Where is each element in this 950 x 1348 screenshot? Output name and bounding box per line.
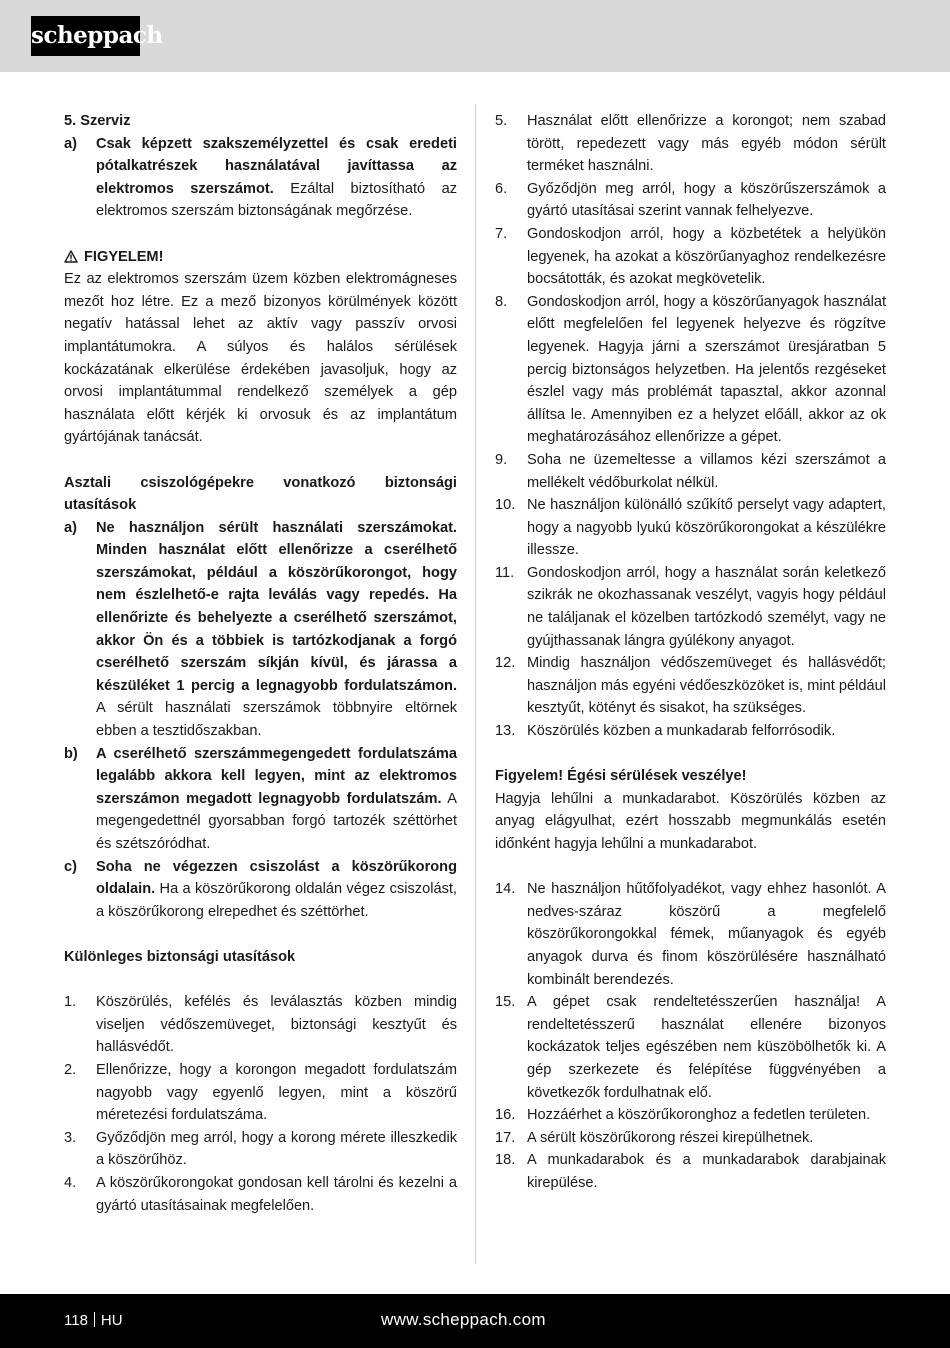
item-text: Hozzáérhet a köszörűkoronghoz a fedetlen területen. xyxy=(527,1107,871,1124)
list-item xyxy=(64,517,457,743)
list-item xyxy=(64,133,457,223)
item-number: b) xyxy=(64,745,78,762)
item-number: 9. xyxy=(495,451,508,468)
item-bold-text: Ne használjon sérült használati szerszámokat. Minden használat előtt ellenőrizze a cserélhető szerszámokat, például a köszörűkorongot, hogy nem észlelhető-e rajta leválás vagy repedés. Ha ellenőrizte és behelyezte a cserélhető szerszámot, akkor Ön és a többiek is tartózkodjanak a forgó cserélhető szerszám síkján kívül, és járassa a készüléket 1 percig a legnagyobb fordulatszámon. xyxy=(96,519,457,694)
item-text: A munkadarabok és a munkadarabok darabjainak kirepülése. xyxy=(527,1152,886,1191)
item-text: Gondoskodjon arról, hogy a közbetétek a helyükön legyenek, ha azokat a köszörűanyaghoz rendelkezésre bocsátották, és azokat megkövetelik. xyxy=(527,225,886,288)
list-item xyxy=(495,1127,886,1150)
item-text: Gondoskodjon arról, hogy a használat során keletkező szikrák ne okozhassanak veszélyt, vagyis hogy például ne találjanak el közelben tartózkodó személyt, vagy ne gyújthassanak lángra gyúlékony anyagot. xyxy=(527,564,886,649)
list-item xyxy=(495,110,886,178)
list-item xyxy=(64,991,457,1059)
item-bold-text: Csak képzett szakszemélyzettel és csak eredeti pótalkatrészek használatával javíttassa az elektromos szerszámot. xyxy=(96,135,457,197)
website-url: www.scheppach.com xyxy=(381,1310,546,1329)
item-text: Mindig használjon védőszemüveget és hallásvédőt; használjon más egyéni védőeszközöket is, mint például kesztyűt, kötényt és sisakot, ha szükséges. xyxy=(527,655,886,717)
item-number: 14. xyxy=(495,881,516,898)
header-bar xyxy=(0,0,950,72)
warning-title: FIGYELEM! xyxy=(84,248,164,265)
item-number: a) xyxy=(64,519,77,536)
page-number: 118 xyxy=(64,1312,88,1329)
item-number: 6. xyxy=(495,180,508,197)
list-item xyxy=(495,878,886,991)
item-text: A gépet csak rendeltetésszerűen használja! A rendeltetésszerű használat ellenére bizonyos kockázatok teljes egészében nem küszöbölhetők ki. A gép szerkezete és felépítése függvényében a következők fordulhatnak elő. xyxy=(527,994,886,1101)
item-number: 1. xyxy=(64,994,77,1011)
item-number: 2. xyxy=(64,1061,77,1078)
item-number: 18. xyxy=(495,1152,516,1169)
list-item xyxy=(495,223,886,291)
warning-heading xyxy=(64,246,457,269)
right-column xyxy=(495,110,886,1195)
burn-warning-title: Figyelem! Égési sérülések veszélye! xyxy=(495,768,747,785)
item-normal-text: A megengedettnél gyorsabban forgó tartozék széttörhet és szétszóródhat. xyxy=(96,790,457,852)
list-item xyxy=(495,494,886,562)
section-title-service: 5. Szerviz xyxy=(64,113,131,129)
list-item xyxy=(64,1059,457,1127)
item-text xyxy=(96,517,457,743)
item-number: 8. xyxy=(495,293,508,310)
item-text: Győződjön meg arról, hogy a korong mérete illeszkedik a köszörűhöz. xyxy=(96,1129,457,1169)
item-text: Ellenőrizze, hogy a korongon megadott fordulatszám nagyobb vagy egyenlő legyen, mint a köszörű méretezési fordulatszáma. xyxy=(96,1061,457,1124)
item-number: 15. xyxy=(495,994,516,1011)
item-number: 17. xyxy=(495,1129,516,1146)
language-code: HU xyxy=(100,1312,123,1329)
item-number: a) xyxy=(64,135,77,152)
item-normal-text: Ha a köszörűkorong oldalán végez csiszolást, a köszörűkorong elrepedhet és széttörhet. xyxy=(96,881,457,920)
item-text: Köszörülés közben a munkadarab felforrósodik. xyxy=(527,723,836,740)
page-indicator xyxy=(64,1310,123,1332)
item-text: Használat előtt ellenőrizze a korongot; nem szabad törött, repedezett vagy más egyéb módon sérült terméket használni. xyxy=(527,113,886,175)
list-item xyxy=(495,720,886,743)
section-title-special-safety: Különleges biztonsági utasítások xyxy=(64,948,296,965)
list-item xyxy=(64,856,457,924)
item-text xyxy=(96,133,457,223)
burn-warning-text: Hagyja lehűlni a munkadarabot. Köszörülés közben az anyag elágyulhat, ezért hosszabb megmunkálás esetén időnként hagyja lehűlni a munkadarabot. xyxy=(495,790,886,852)
item-text: Győződjön meg arról, hogy a köszörűszerszámok a gyártó utasításai szerint vannak felhelyezve. xyxy=(527,180,886,220)
item-bold-text: Soha ne végezzen csiszolást a köszörűkorong oldalain. xyxy=(96,858,457,898)
item-number: 3. xyxy=(64,1129,77,1146)
brand-logo: scheppach xyxy=(31,16,140,56)
item-number: 5. xyxy=(495,113,508,129)
column-divider xyxy=(475,104,476,1264)
list-item xyxy=(64,1127,457,1172)
item-text: Gondoskodjon arról, hogy a köszörűanyagok használat előtt megfelelően fel legyenek helyezve és rögzítve legyenek. Hagyja járni a szerszámot üresjáratban 5 percig biztonságos helyzetben. Ha jelentős rezgéseket észlel vagy más problémát tapasztal, akkor azonnal állítsa le. Amennyiben ez a helyzet előáll, akkor az ok meghatározásához ellenőrizze a gépet. xyxy=(527,293,886,446)
item-number: c) xyxy=(64,858,77,875)
list-item xyxy=(495,1104,886,1127)
footer-bar xyxy=(0,1294,950,1348)
warning-text: Ez az elektromos szerszám üzem közben elektromágneses mezőt hoz létre. Ez a mező bizonyos körülmények között negatív hatással lehet az aktív vagy passzív orvosi implantátumokra. A súlyos és halálos sérülések kockázatának elkerülése érdekében javasoljuk, hogy az orvosi implantátummal rendelkező személyek a gép használata előtt kérjék ki orvosuk és az implantátum gyártójának tanácsát. xyxy=(64,271,457,446)
item-text: A sérült köszörűkorong részei kirepülhetnek. xyxy=(527,1129,814,1146)
item-number: 7. xyxy=(495,225,508,242)
item-text xyxy=(96,856,457,924)
section-title-bench-grinder: Asztali csiszológépekre vonatkozó biztonsági utasítások xyxy=(64,474,457,514)
list-item xyxy=(495,449,886,494)
list-item xyxy=(495,562,886,652)
list-item xyxy=(64,743,457,856)
list-item xyxy=(495,291,886,449)
item-number: 4. xyxy=(64,1174,77,1191)
list-item xyxy=(495,1149,886,1194)
item-text: Köszörülés, kefélés és leválasztás közben mindig viseljen védőszemüveget, biztonsági kesztyűt és hallásvédőt. xyxy=(96,994,457,1056)
item-normal-text: Ezáltal biztosítható az elektromos szerszám biztonságának megőrzése. xyxy=(96,180,457,220)
list-item xyxy=(64,1172,457,1217)
left-column xyxy=(64,110,457,1217)
item-text: Soha ne üzemeltesse a villamos kézi szerszámot a mellékelt védőburkolat nélkül. xyxy=(527,451,886,491)
warning-triangle-icon xyxy=(64,250,78,263)
item-number: 11. xyxy=(495,564,515,581)
item-number: 16. xyxy=(495,1107,516,1124)
list-item xyxy=(495,178,886,223)
item-text xyxy=(96,743,457,856)
page-separator xyxy=(94,1312,95,1327)
item-text: A köszörűkorongokat gondosan kell tárolni és kezelni a gyártó utasításainak megfelelően. xyxy=(96,1174,457,1214)
item-number: 13. xyxy=(495,723,516,740)
item-normal-text: A sérült használati szerszámok többnyire eltörnek ebben a tesztidőszakban. xyxy=(96,700,457,740)
item-text: Ne használjon hűtőfolyadékot, vagy ehhez hasonlót. A nedves-száraz köszörű a megfelelő köszörűkorongokkal fémek, műanyagok és egyéb anyagok durva és finom köszörülésére használható kombinált berendezés. xyxy=(527,881,886,988)
item-text: Ne használjon különálló szűkítő perselyt vagy adaptert, hogy a nagyobb lyukú köszörűkorongokat a készülékre illessze. xyxy=(527,497,886,559)
item-number: 12. xyxy=(495,655,516,672)
list-item xyxy=(495,991,886,1104)
item-number: 10. xyxy=(495,497,516,514)
list-item xyxy=(495,652,886,720)
item-bold-text: A cserélhető szerszámmegengedett fordulatszáma legalább akkora kell legyen, mint az elektromos szerszámon megadott legnagyobb fordulatszám. xyxy=(96,745,457,807)
